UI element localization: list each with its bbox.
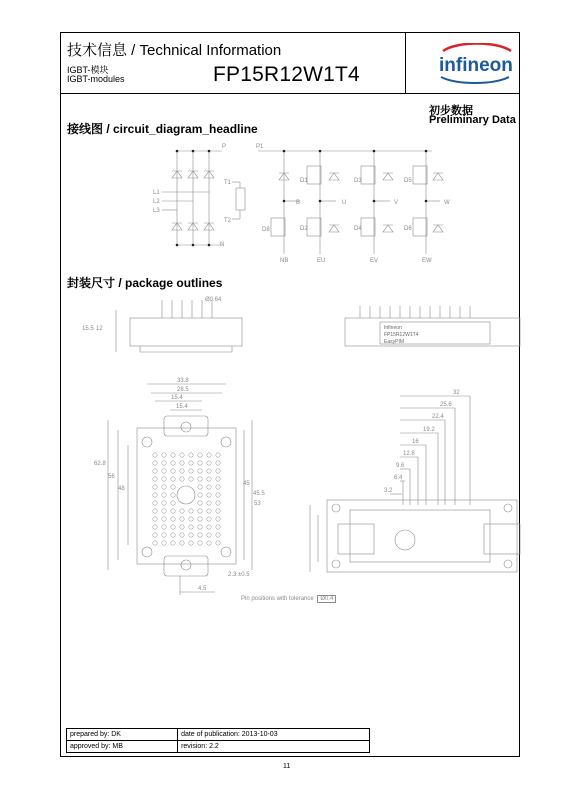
pin-hole: [153, 461, 157, 465]
svg-text:P1: P1: [256, 144, 264, 150]
svg-text:EW: EW: [422, 258, 432, 264]
svg-text:EV: EV: [370, 258, 379, 264]
pin-hole: [198, 525, 202, 529]
pin-hole: [162, 533, 166, 537]
pin-hole: [198, 469, 202, 473]
pin-hole: [162, 469, 166, 473]
pin-hole: [180, 453, 184, 457]
dim-top-2: 28.5: [177, 387, 189, 393]
pin-hole: [153, 469, 157, 473]
approved-by: approved by: MB: [67, 741, 178, 753]
pin-hole: [153, 525, 157, 529]
dim-top-4: 15.4: [176, 404, 188, 410]
pin-hole: [216, 453, 220, 457]
pin-hole: [171, 525, 175, 529]
pin-hole: [207, 517, 211, 521]
pin-hole: [162, 501, 166, 505]
pin-hole: [207, 493, 211, 497]
pin-hole: [198, 509, 202, 513]
svg-text:B: B: [296, 200, 301, 206]
pin-hole: [198, 493, 202, 497]
pin-hole: [189, 509, 193, 513]
pin-hole: [207, 533, 211, 537]
dim-left-3: 48: [118, 486, 125, 492]
dim-left-4: 45: [243, 481, 250, 487]
pin-hole: [216, 501, 220, 505]
svg-text:T1: T1: [224, 180, 232, 186]
svg-text:D6: D6: [404, 226, 412, 232]
dim-left-5: 45.5: [253, 491, 265, 497]
svg-text:L2: L2: [153, 199, 160, 205]
pin-hole: [216, 485, 220, 489]
subtitle-cn: IGBT-模块: [67, 65, 109, 75]
pin-hole: [216, 493, 220, 497]
pin-hole: [153, 501, 157, 505]
pin-hole: [171, 493, 175, 497]
pin-hole: [189, 541, 193, 545]
tolerance-text: Pin positions with tolerance: [241, 596, 314, 602]
preliminary-cn: 初步数据: [429, 105, 473, 117]
dim-right-6: 12.8: [403, 451, 415, 457]
pin-hole: [153, 517, 157, 521]
pin-hole: [198, 517, 202, 521]
pin-hole: [207, 501, 211, 505]
pin-hole: [189, 477, 193, 481]
pin-hole: [207, 541, 211, 545]
svg-text:T2: T2: [224, 218, 232, 224]
pin-hole: [216, 517, 220, 521]
pin-hole: [171, 501, 175, 505]
pin-hole: [171, 541, 175, 545]
pin-hole: [198, 453, 202, 457]
pin-grid: [153, 453, 220, 545]
module-logo-label: Infineon: [384, 325, 402, 331]
pin-hole: [180, 533, 184, 537]
pin-hole: [189, 525, 193, 529]
revision: revision: 2.2: [178, 741, 370, 753]
pin-hole: [207, 485, 211, 489]
pin-hole: [171, 509, 175, 513]
pin-hole: [189, 469, 193, 473]
pin-hole: [153, 533, 157, 537]
dim-right-3: 22.4: [432, 414, 444, 420]
page-number: 11: [283, 763, 291, 770]
svg-text:NB: NB: [280, 258, 289, 264]
pin-hole: [216, 533, 220, 537]
pin-hole: [162, 477, 166, 481]
pin-hole: [162, 453, 166, 457]
pin-hole: [216, 509, 220, 513]
pin-hole: [180, 525, 184, 529]
svg-text:D1: D1: [300, 178, 308, 184]
svg-text:D4: D4: [354, 226, 362, 232]
pin-hole: [180, 477, 184, 481]
pin-hole: [162, 517, 166, 521]
pin-hole: [162, 541, 166, 545]
svg-text:infineon: infineon: [439, 55, 513, 76]
tolerance-value: Ø0.4: [317, 595, 336, 603]
dim-top-1: 33.8: [177, 378, 189, 384]
pin-hole: [198, 461, 202, 465]
svg-text:N: N: [220, 242, 225, 248]
pin-hole: [153, 477, 157, 481]
pin-hole: [171, 477, 175, 481]
dim-left-6: 53: [254, 501, 261, 507]
pin-hole: [207, 469, 211, 473]
approval-table: [66, 728, 370, 753]
pin-hole: [153, 485, 157, 489]
circuit-diagram-heading: 接线图 / circuit_diagram_headline: [67, 122, 258, 136]
pin-hole: [198, 485, 202, 489]
pin-hole: [171, 453, 175, 457]
svg-text:V: V: [394, 200, 399, 206]
pin-hole: [189, 453, 193, 457]
dim-right-5: 16: [412, 439, 419, 445]
pin-hole: [216, 469, 220, 473]
pin-hole: [171, 469, 175, 473]
module-part-label: FP15R12W1T4: [384, 332, 419, 338]
dim-side-1: 15.5: [82, 326, 94, 332]
pin-hole: [180, 509, 184, 513]
pin-hole: [207, 509, 211, 513]
dim-side-2: 12: [96, 326, 103, 332]
svg-text:L1: L1: [153, 190, 160, 196]
svg-text:D5: D5: [404, 178, 412, 184]
pin-hole: [207, 461, 211, 465]
svg-text:D3: D3: [354, 178, 362, 184]
pin-hole: [162, 509, 166, 513]
dim-right-7: 9.6: [396, 463, 405, 469]
pin-hole: [189, 461, 193, 465]
dim-side-3: Ø0.64: [205, 297, 222, 303]
pin-hole: [153, 453, 157, 457]
subtitle-en: IGBT-modules: [67, 74, 125, 84]
svg-text:U: U: [342, 200, 347, 206]
svg-text:W: W: [444, 200, 450, 206]
pin-hole: [162, 525, 166, 529]
pin-hole: [216, 477, 220, 481]
pin-hole: [198, 533, 202, 537]
pin-hole: [171, 517, 175, 521]
dim-left-1: 62.8: [94, 461, 106, 467]
preliminary-en: Preliminary Data: [429, 114, 516, 126]
pin-hole: [180, 541, 184, 545]
pin-hole: [153, 493, 157, 497]
pin-hole: [207, 477, 211, 481]
package-outlines-heading: 封装尺寸 / package outlines: [67, 276, 223, 290]
pin-hole: [171, 485, 175, 489]
dim-right-8: 6.4: [394, 475, 403, 481]
svg-text:L3: L3: [153, 208, 160, 214]
prepared-by: prepared by: DK: [67, 729, 178, 741]
pin-hole: [207, 453, 211, 457]
pin-hole: [216, 541, 220, 545]
part-number: FP15R12W1T4: [213, 63, 360, 86]
dim-right-1: 32: [453, 390, 460, 396]
pin-hole: [162, 461, 166, 465]
module-brand-label: EasyPIM: [384, 339, 405, 345]
dim-right-9: 3.2: [384, 488, 393, 494]
pin-hole: [180, 469, 184, 473]
pin-hole: [198, 501, 202, 505]
publication-date: date of publication: 2013-10-03: [178, 729, 370, 741]
pin-hole: [189, 517, 193, 521]
pin-hole: [198, 541, 202, 545]
pin-hole: [153, 541, 157, 545]
pin-hole: [153, 509, 157, 513]
pin-hole: [207, 525, 211, 529]
pin-hole: [198, 477, 202, 481]
dim-bottom-1: 4.5: [198, 586, 207, 592]
pin-hole: [171, 533, 175, 537]
svg-text:D2: D2: [300, 226, 308, 232]
pin-hole: [162, 493, 166, 497]
pin-tolerance-note: [241, 596, 336, 602]
pin-hole: [180, 461, 184, 465]
pin-hole: [216, 461, 220, 465]
dim-top-3: 15.4: [171, 395, 183, 401]
svg-text:EU: EU: [317, 258, 326, 264]
pin-hole: [180, 517, 184, 521]
dim-bottom-2: 2.3 ±0.5: [228, 572, 250, 578]
dim-right-4: 19.2: [423, 427, 435, 433]
pin-hole: [216, 525, 220, 529]
dim-left-2: 56: [108, 474, 115, 480]
svg-text:P: P: [222, 144, 227, 150]
dim-right-2: 25.6: [440, 402, 452, 408]
pin-hole: [171, 461, 175, 465]
pin-hole: [162, 485, 166, 489]
document-title: 技术信息 / Technical Information: [67, 42, 282, 59]
pin-hole: [189, 533, 193, 537]
svg-text:D8: D8: [262, 227, 270, 233]
